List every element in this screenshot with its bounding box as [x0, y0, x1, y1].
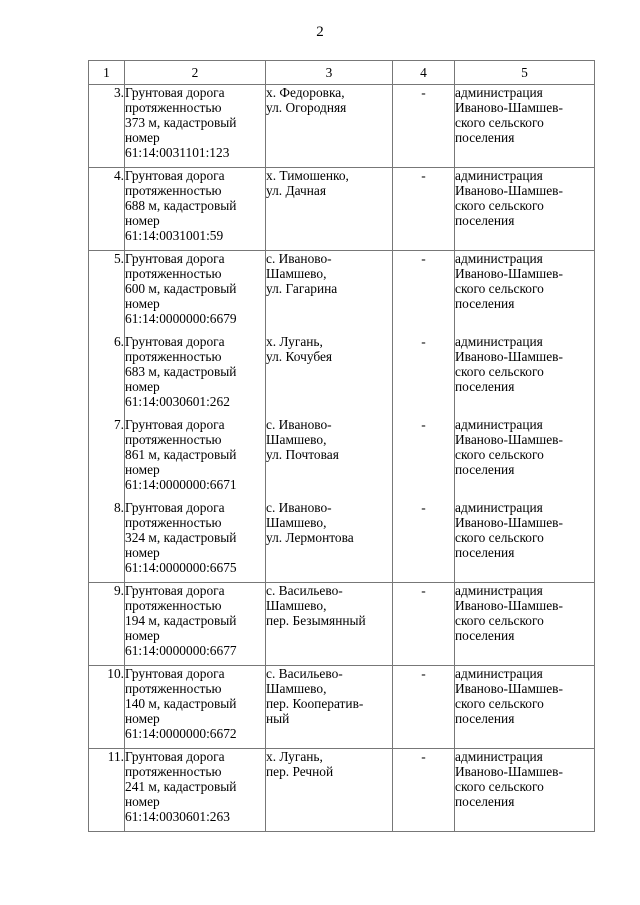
table-row — [89, 749, 595, 832]
owner: администрация Иваново-Шамшев- ского сельского поселения — [455, 417, 595, 500]
table-row — [89, 334, 595, 417]
row-number: 11. — [89, 749, 125, 832]
row-number: 5. — [89, 251, 125, 334]
object-description: Грунтовая дорога протяженностью 241 м, кадастровый номер 61:14:0030601:263 — [125, 749, 266, 832]
object-description: Грунтовая дорога протяженностью 861 м, кадастровый номер 61:14:0000000:6671 — [125, 417, 266, 500]
table-row — [89, 251, 595, 334]
row-number: 4. — [89, 168, 125, 251]
column-4-value: - — [393, 666, 455, 749]
column-4-value: - — [393, 334, 455, 417]
table-row — [89, 583, 595, 666]
column-4-value: - — [393, 583, 455, 666]
owner: администрация Иваново-Шамшев- ского сельского поселения — [455, 334, 595, 417]
object-address: с. Васильево- Шамшево, пер. Кооператив- ный — [266, 666, 393, 749]
table-row — [89, 85, 595, 168]
row-number: 8. — [89, 500, 125, 583]
object-address: с. Иваново- Шамшево, ул. Лермонтова — [266, 500, 393, 583]
object-address: с. Иваново- Шамшево, ул. Почтовая — [266, 417, 393, 500]
row-number: 10. — [89, 666, 125, 749]
row-number: 7. — [89, 417, 125, 500]
column-4-value: - — [393, 500, 455, 583]
object-description: Грунтовая дорога протяженностью 688 м, кадастровый номер 61:14:0031001:59 — [125, 168, 266, 251]
owner: администрация Иваново-Шамшев- ского сельского поселения — [455, 583, 595, 666]
object-description: Грунтовая дорога протяженностью 140 м, кадастровый номер 61:14:0000000:6672 — [125, 666, 266, 749]
table-header-row — [89, 61, 595, 85]
table-row — [89, 500, 595, 583]
object-address: с. Васильево- Шамшево, пер. Безымянный — [266, 583, 393, 666]
owner: администрация Иваново-Шамшев- ского сельского поселения — [455, 666, 595, 749]
owner: администрация Иваново-Шамшев- ского сельского поселения — [455, 500, 595, 583]
object-address: х. Федоровка, ул. Огородняя — [266, 85, 393, 168]
row-number: 6. — [89, 334, 125, 417]
table-row — [89, 168, 595, 251]
column-4-value: - — [393, 168, 455, 251]
owner: администрация Иваново-Шамшев- ского сельского поселения — [455, 749, 595, 832]
table-row — [89, 666, 595, 749]
object-description: Грунтовая дорога протяженностью 683 м, кадастровый номер 61:14:0030601:262 — [125, 334, 266, 417]
object-address: х. Лугань, пер. Речной — [266, 749, 393, 832]
page-number: 2 — [316, 24, 324, 40]
row-number: 9. — [89, 583, 125, 666]
column-header: 1 — [89, 61, 125, 85]
column-header: 4 — [393, 61, 455, 85]
column-header: 5 — [455, 61, 595, 85]
column-4-value: - — [393, 749, 455, 832]
object-address: х. Тимошенко, ул. Дачная — [266, 168, 393, 251]
object-description: Грунтовая дорога протяженностью 194 м, кадастровый номер 61:14:0000000:6677 — [125, 583, 266, 666]
object-address: с. Иваново- Шамшево, ул. Гагарина — [266, 251, 393, 334]
object-description: Грунтовая дорога протяженностью 373 м, кадастровый номер 61:14:0031101:123 — [125, 85, 266, 168]
road-registry-table — [88, 60, 595, 832]
table-row — [89, 417, 595, 500]
column-header: 3 — [266, 61, 393, 85]
column-4-value: - — [393, 85, 455, 168]
column-4-value: - — [393, 417, 455, 500]
owner: администрация Иваново-Шамшев- ского сельского поселения — [455, 168, 595, 251]
row-number: 3. — [89, 85, 125, 168]
column-header: 2 — [125, 61, 266, 85]
object-address: х. Лугань, ул. Кочубея — [266, 334, 393, 417]
owner: администрация Иваново-Шамшев- ского сельского поселения — [455, 85, 595, 168]
object-description: Грунтовая дорога протяженностью 600 м, кадастровый номер 61:14:0000000:6679 — [125, 251, 266, 334]
column-4-value: - — [393, 251, 455, 334]
object-description: Грунтовая дорога протяженностью 324 м, кадастровый номер 61:14:0000000:6675 — [125, 500, 266, 583]
owner: администрация Иваново-Шамшев- ского сельского поселения — [455, 251, 595, 334]
